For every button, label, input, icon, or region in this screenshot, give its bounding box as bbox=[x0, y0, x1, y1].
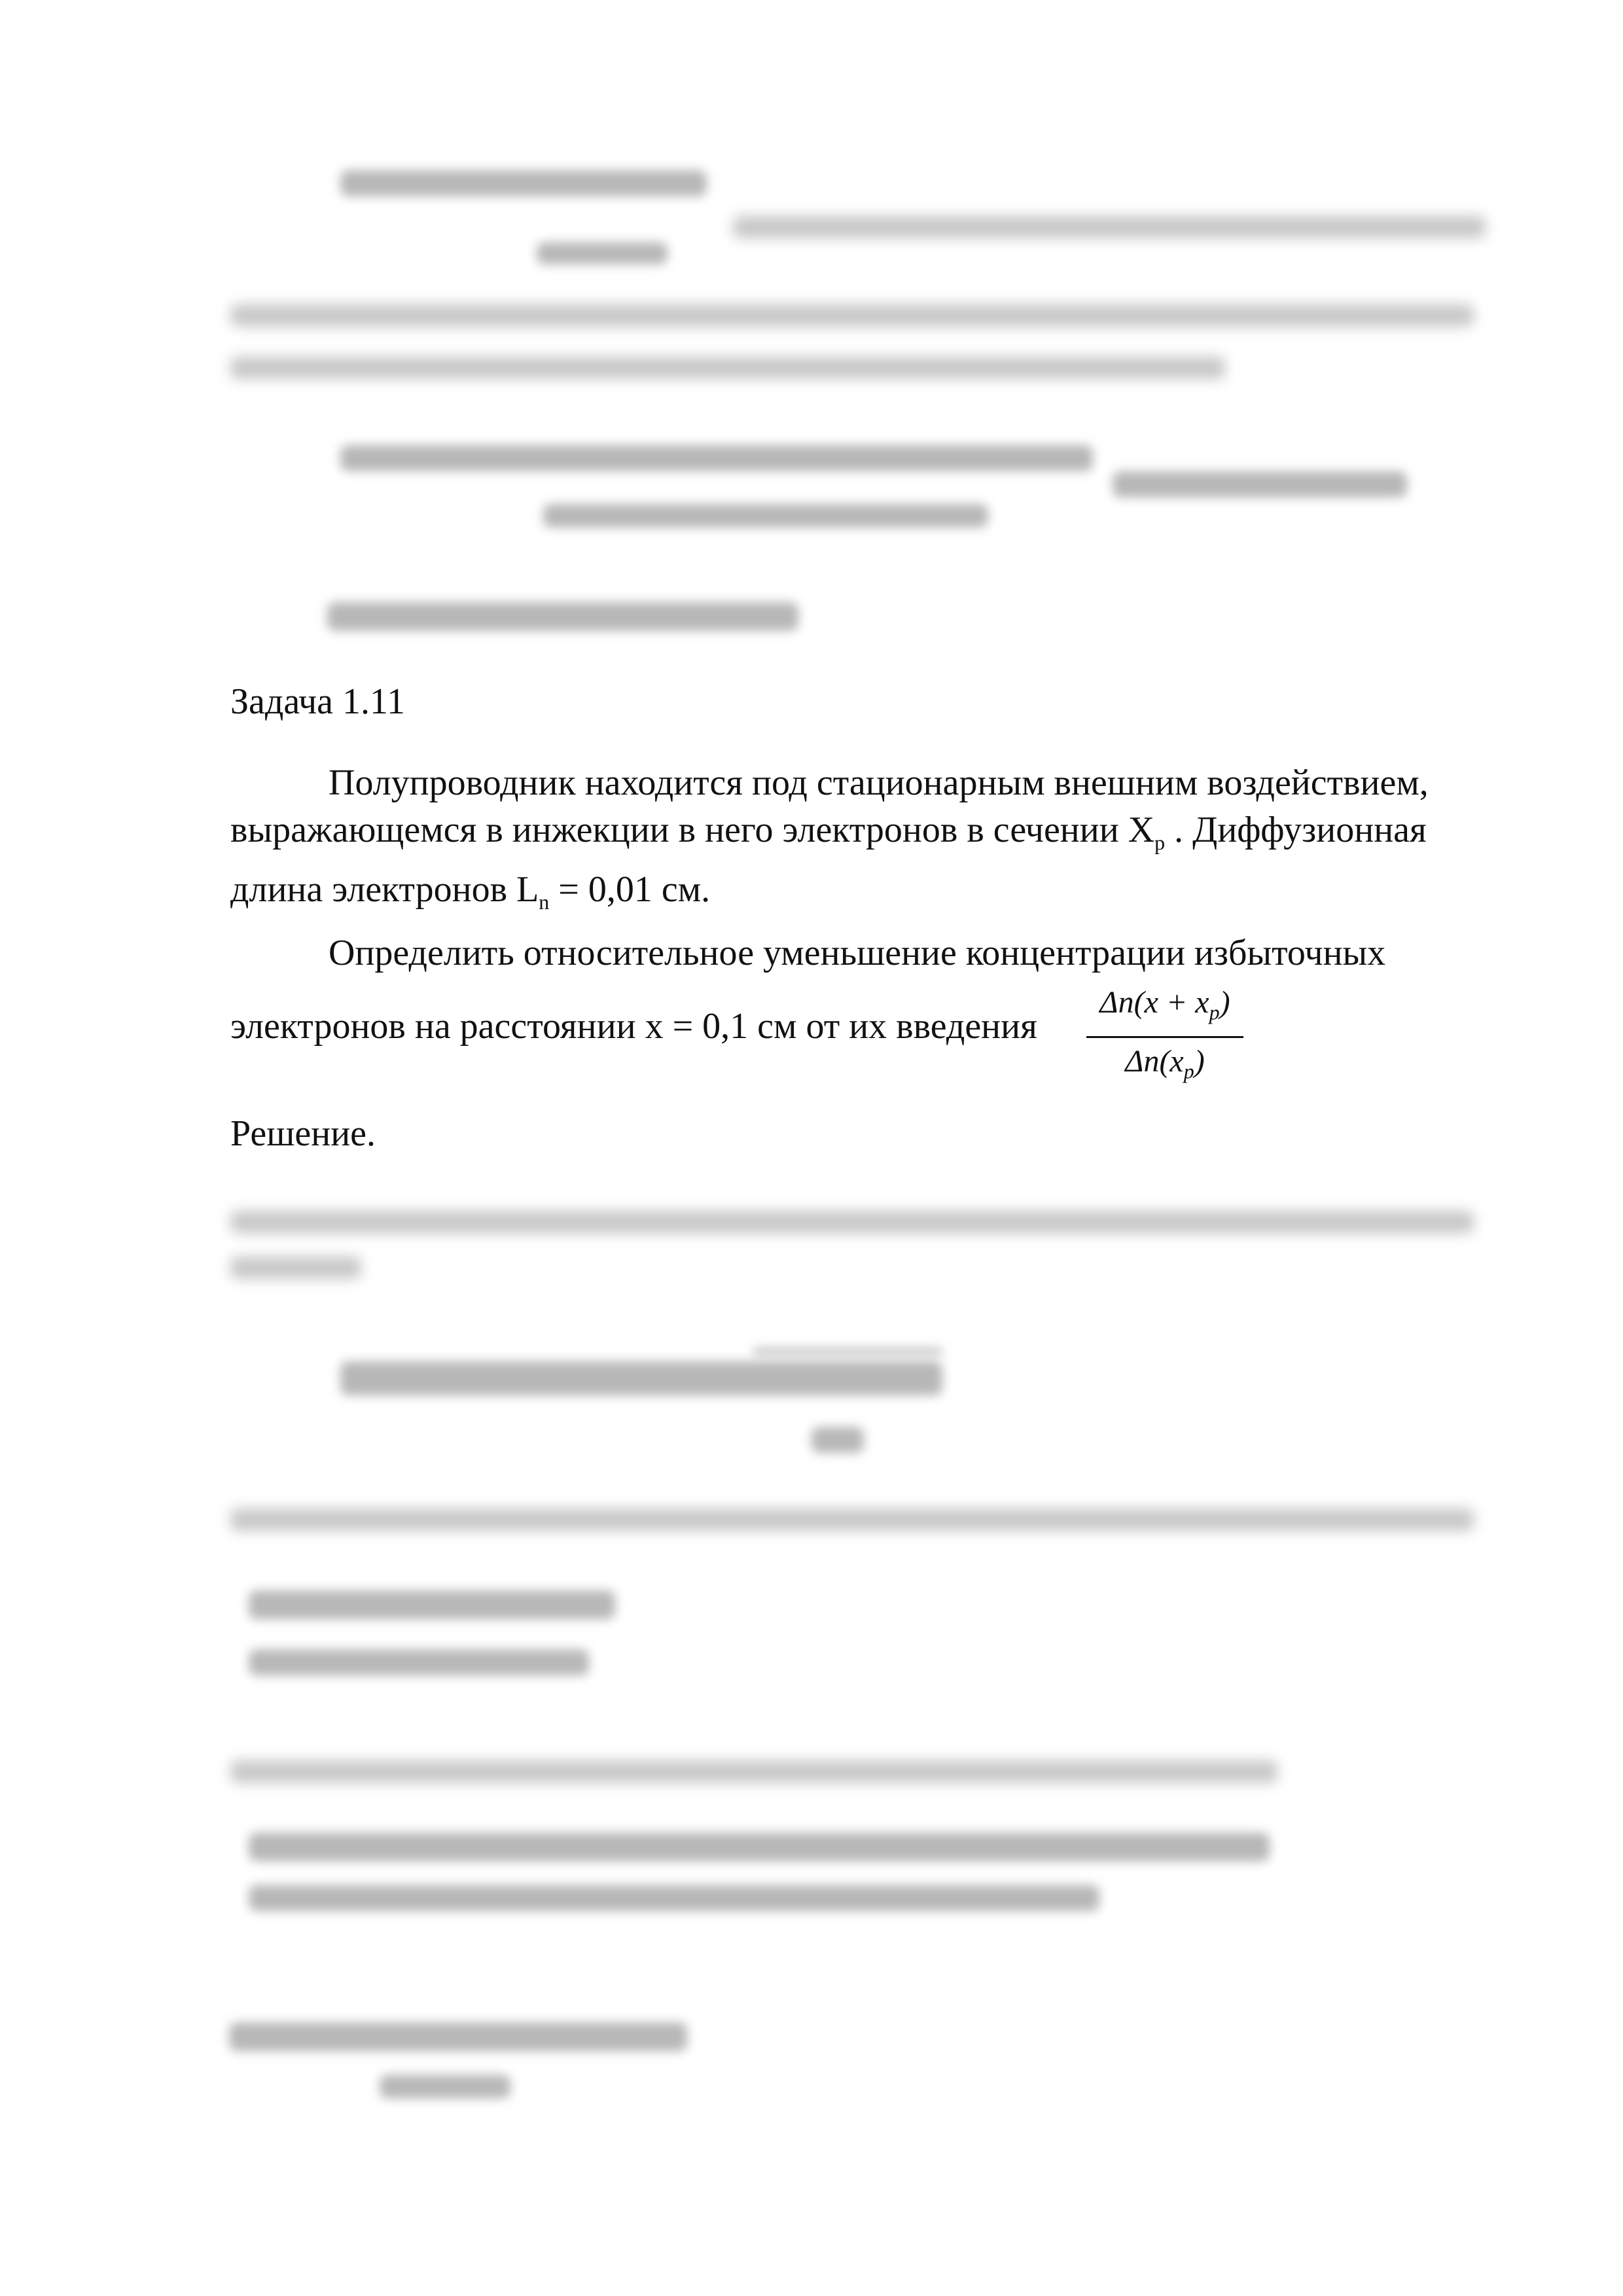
solution-label: Решение. bbox=[230, 1113, 376, 1154]
problem-paragraph-2 bbox=[230, 929, 1474, 1050]
blurred-text-line bbox=[230, 1211, 1474, 1233]
blurred-formula bbox=[249, 1885, 1099, 1911]
blurred-text-line bbox=[733, 216, 1486, 238]
blurred-formula bbox=[543, 504, 988, 528]
blurred-formula-top bbox=[340, 170, 707, 196]
blurred-text-line bbox=[230, 1509, 1474, 1531]
subscript: p bbox=[1183, 1059, 1194, 1083]
fraction-bar bbox=[1086, 1036, 1243, 1038]
blurred-formula-fraction bbox=[753, 1348, 942, 1355]
problem-text: Полупроводник находится под стационарным внешним воздействием, bbox=[329, 762, 1429, 803]
problem-text: = 0,01 см. bbox=[549, 869, 711, 910]
blurred-formula bbox=[340, 1361, 942, 1395]
blurred-formula bbox=[249, 1590, 615, 1619]
problem-text: Определить относительное уменьшение концентрации избыточных bbox=[329, 933, 1386, 973]
ratio-fraction bbox=[1086, 982, 1243, 1092]
blurred-formula-result bbox=[1113, 471, 1407, 497]
fraction-text: Δn(x + x bbox=[1099, 985, 1209, 1020]
problem-text: выражающемся в инжекции в него электронов в сечении X bbox=[230, 810, 1155, 850]
subscript: p bbox=[1154, 831, 1166, 855]
fraction-text: Δn(x bbox=[1125, 1043, 1184, 1079]
problem-text: длина электронов L bbox=[230, 869, 539, 910]
blurred-formula-denominator bbox=[812, 1427, 864, 1453]
blurred-formula-denominator bbox=[537, 242, 668, 264]
blurred-answer-denominator bbox=[380, 2075, 510, 2098]
blurred-answer bbox=[229, 2022, 687, 2051]
problem-text: электронов на расстоянии х = 0,1 см от их введения bbox=[230, 1006, 1037, 1047]
blurred-formula bbox=[340, 445, 1093, 471]
subscript: p bbox=[1209, 1000, 1220, 1024]
blurred-formula bbox=[249, 1649, 589, 1676]
blurred-text-line bbox=[230, 304, 1474, 327]
blurred-answer bbox=[327, 602, 798, 631]
problem-title: Задача 1.11 bbox=[230, 681, 405, 722]
blurred-formula bbox=[249, 1833, 1270, 1861]
fraction-text: ) bbox=[1219, 985, 1230, 1020]
fraction-text: ) bbox=[1194, 1043, 1205, 1079]
blurred-text-line bbox=[230, 357, 1225, 379]
problem-text: . Диффузионная bbox=[1165, 810, 1427, 850]
blurred-text-line bbox=[230, 1257, 361, 1279]
subscript: n bbox=[539, 890, 550, 914]
fraction-numerator bbox=[1086, 982, 1243, 1033]
blurred-text-line bbox=[230, 1761, 1277, 1783]
problem-paragraph-1 bbox=[230, 759, 1474, 925]
fraction-denominator bbox=[1086, 1041, 1243, 1092]
